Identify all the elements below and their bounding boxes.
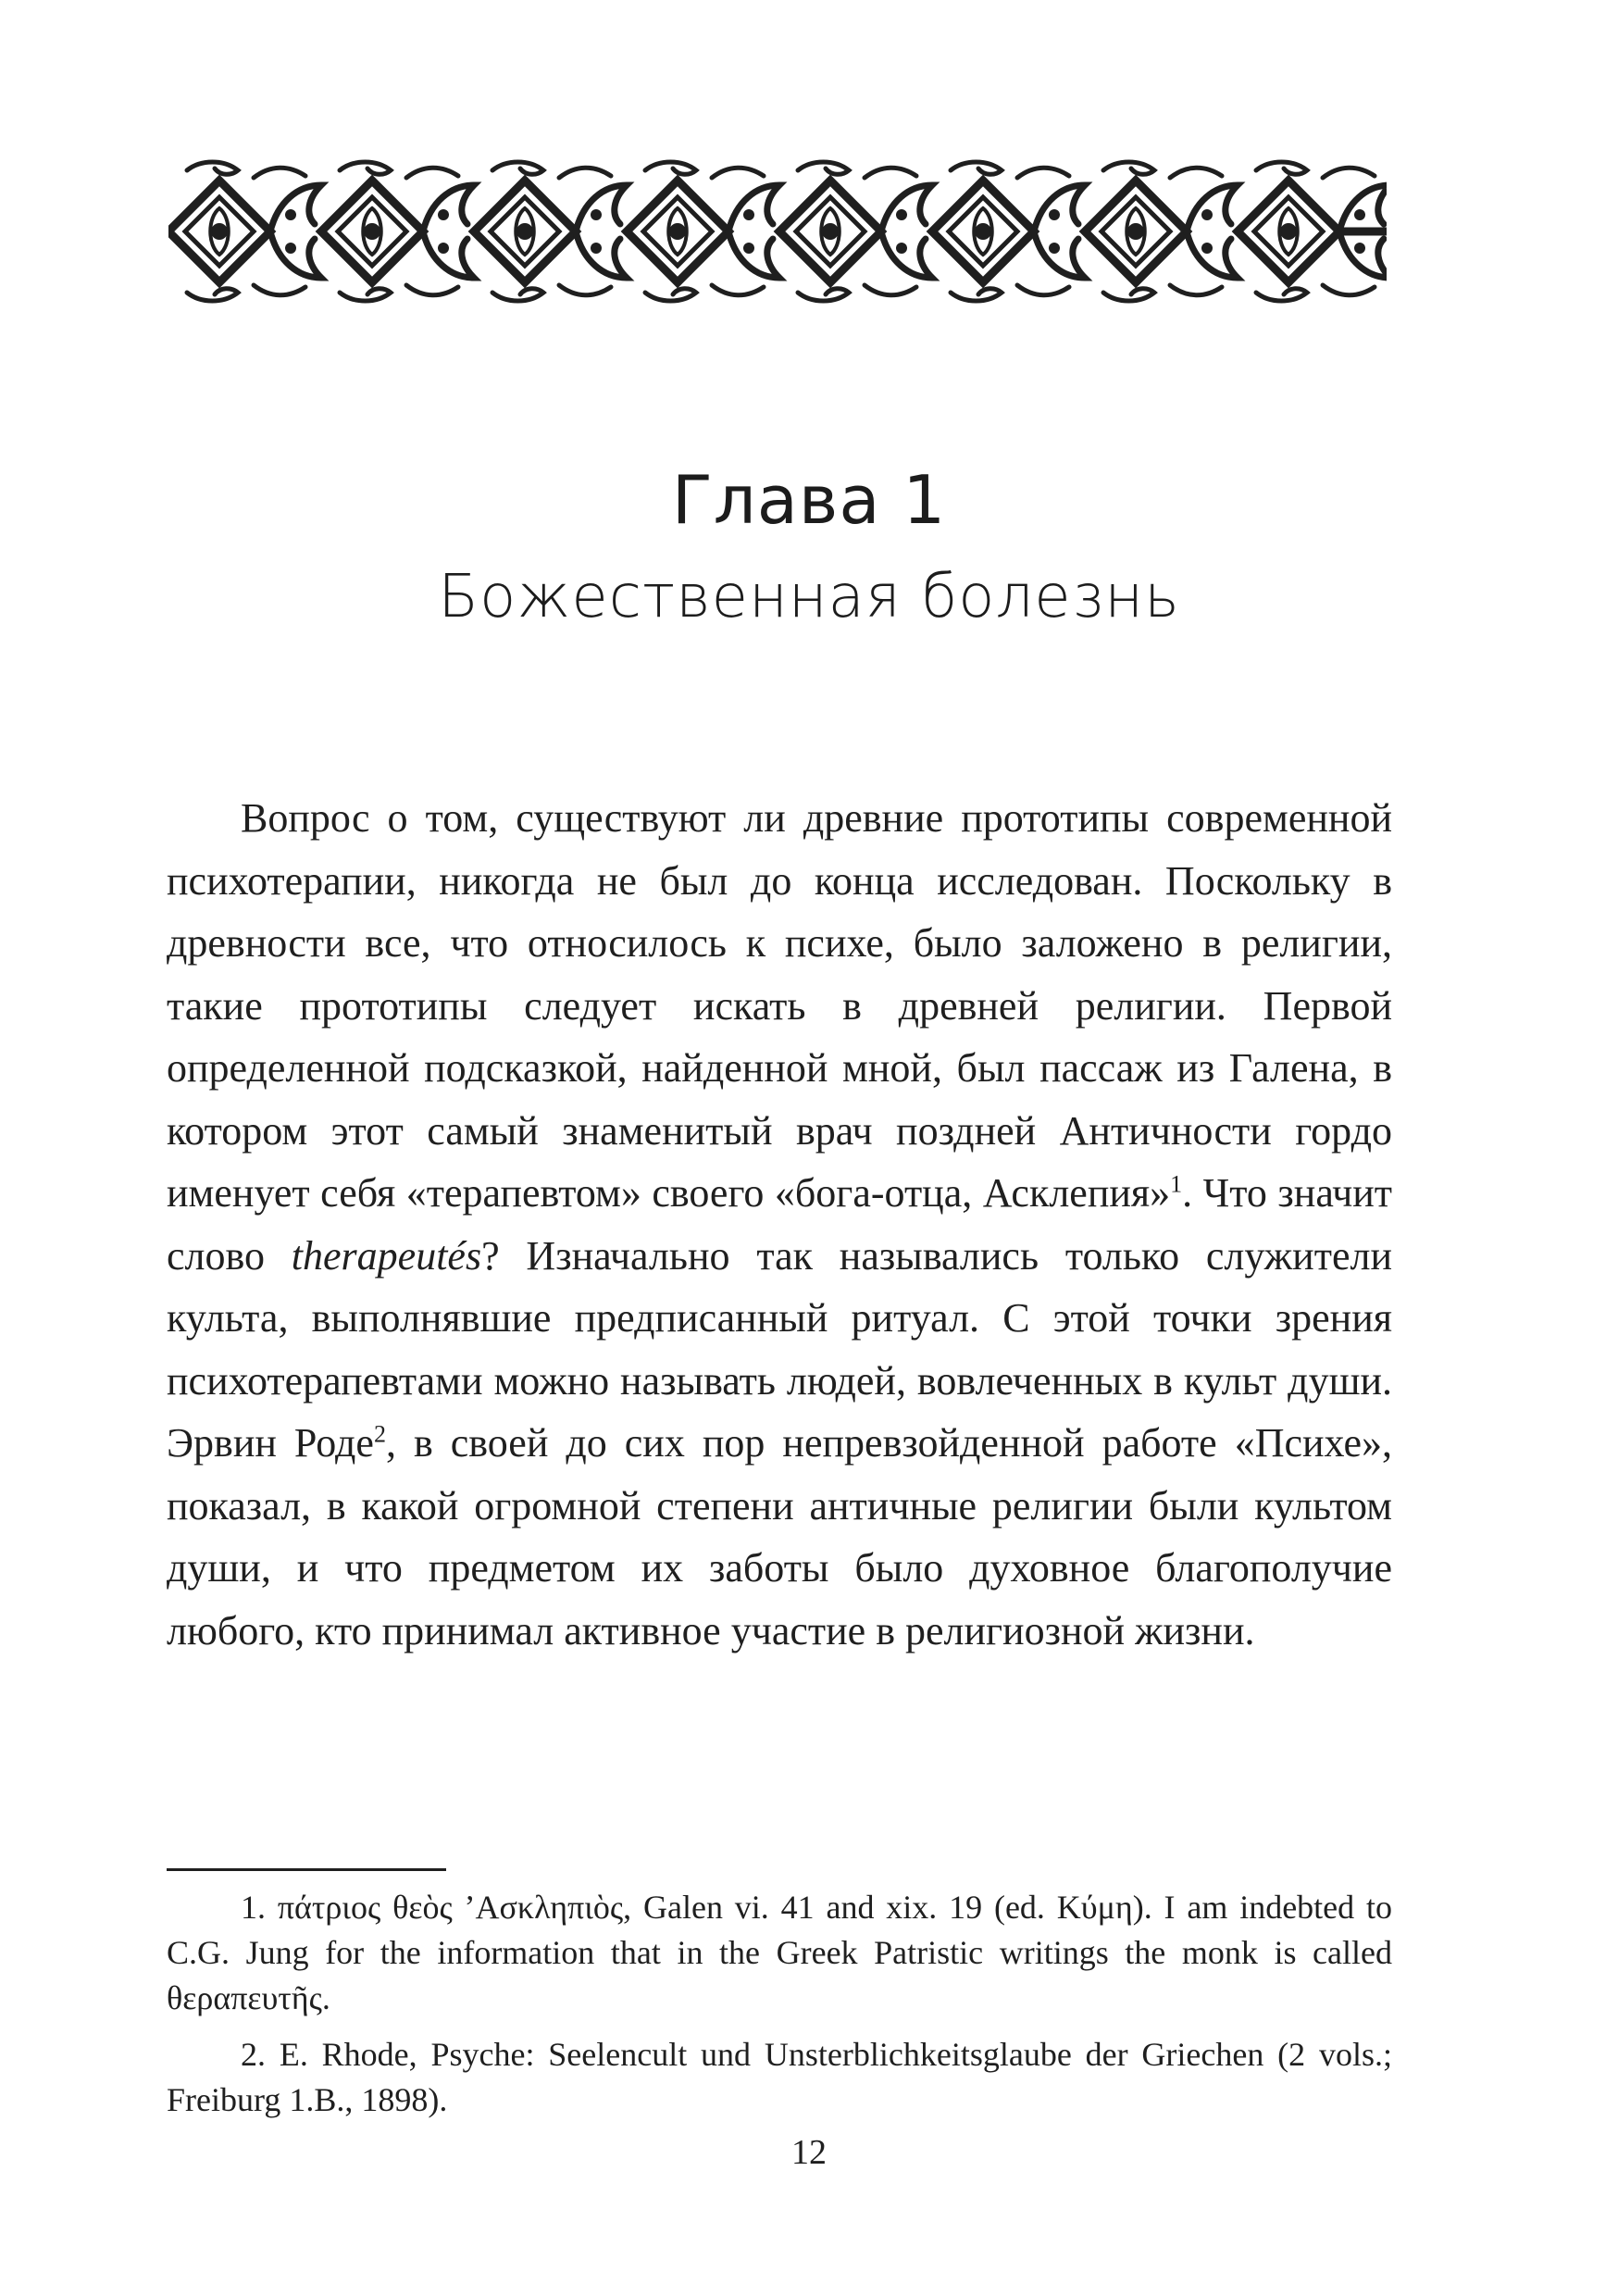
body-text-segment: . Что значит слово [167,1170,1392,1279]
body-text-segment: ? Изначально так назывались только служители культа, выполнявшие предписанный ритуал. С этой точки зрения психотерапевтами можно называть людей, вовлеченных в культ души. Эрвин Роде [167,1232,1392,1466]
body-paragraph [167,787,1392,1662]
body-text-segment: , в своей до сих пор непревзойденной работе «Психе», показал, в какой огромной степени античные религии были культом души, и что предметом их заботы было духовное благополучие любого, кто принимал активное участие в религиозной жизни. [167,1420,1392,1653]
footnote-divider [167,1868,446,1871]
chapter-number: Глава 1 [671,461,947,539]
page-number: 12 [791,2133,827,2172]
celtic-knot-border-icon [168,157,1387,306]
body-text-segment: Вопрос о том, существуют ли древние прототипы современной психотерапии, никогда не был до конца исследован. Поскольку в древности все, что относилось к психе, было заложено в религии, такие прототипы следует искать в древней религии. Первой определенной подсказкой, найденной мной, был пассаж из Галена, в котором этот самый знаменитый врач поздней Античности гордо именует себя «терапевтом» своего «бога-отца, Асклепия» [167,795,1392,1216]
italic-term: therapeutés [291,1232,482,1279]
footnotes [167,1885,1392,2134]
footnote-2: 2. E. Rhode, Psyche: Seelencult und Unsterblichkeitsglaube der Griechen (2 vols.; Freiburg 1.B., 1898). [167,2036,1392,2118]
chapter-title: Божественная болезнь [438,563,1180,631]
footnote-1: 1. πάτριος θεὸς ʼΑσκληπιὸς, Galen vi. 41 and xix. 19 (ed. Κύμη). I am indebted to C.G. Jung for the information that in the Greek Patristic writings the monk is called θεραπευτῆς. [167,1889,1392,2016]
chapter-heading [0,454,1618,648]
footnote-ref-1: 1 [1170,1170,1183,1198]
footnote-ref-2: 2 [373,1420,386,1448]
